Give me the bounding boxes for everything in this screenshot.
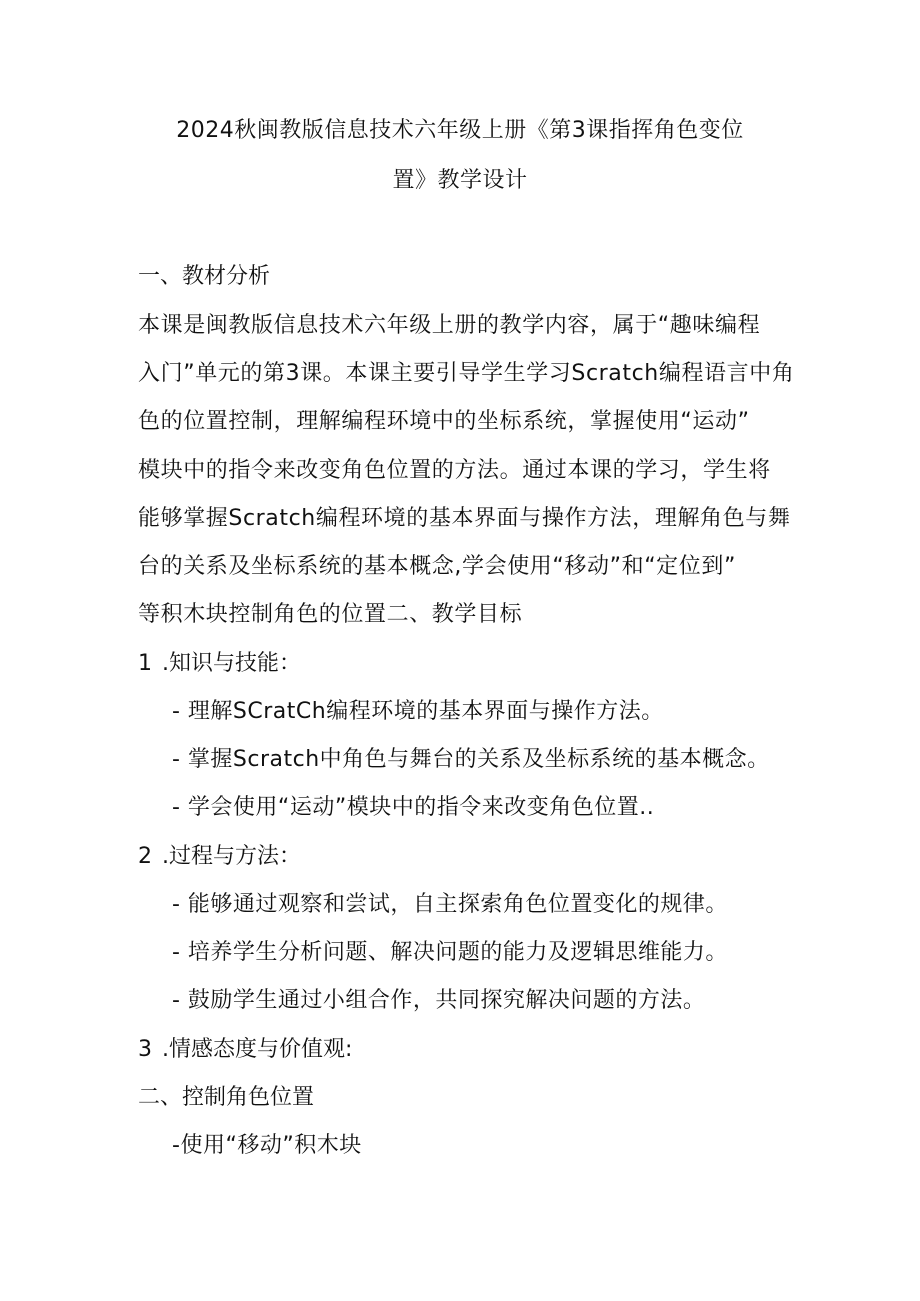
paragraph-line: 入门”单元的第3课。本课主要引导学生学习Scratch编程语言中角 xyxy=(138,361,795,386)
objective-bullet: - 培养学生分析问题、解决问题的能力及逻辑思维能力。 xyxy=(172,940,728,965)
objective-bullet: - 学会使用“运动”模块中的指令来改变角色位置.. xyxy=(172,795,655,820)
objective-number: 3 xyxy=(138,1037,152,1062)
objective-number: 2 xyxy=(138,844,152,869)
paragraph-line: 台的关系及坐标系统的基本概念,学会使用“移动”和“定位到” xyxy=(138,554,736,579)
objective-bullet: - 理解SCratCh编程环境的基本界面与操作方法。 xyxy=(172,699,664,724)
document-title-line-1: 2024秋闽教版信息技术六年级上册《第3课指挥角色变位 xyxy=(176,118,744,143)
objective-item-process xyxy=(138,842,301,872)
section-heading-control-position: 二、控制角色位置 xyxy=(138,1085,315,1110)
section-heading-textbook-analysis: 一、教材分析 xyxy=(138,264,271,289)
objective-label: .情感态度与价值观: xyxy=(162,1037,353,1062)
objective-item-attitude xyxy=(138,1035,352,1065)
objective-number: 1 xyxy=(138,651,152,676)
paragraph-line: 模块中的指令来改变角色位置的方法。通过本课的学习，学生将 xyxy=(138,458,771,483)
objective-bullet: - 能够通过观察和尝试，自主探索角色位置变化的规律。 xyxy=(172,892,728,917)
objective-bullet: - 鼓励学生通过小组合作，共同探究解决问题的方法。 xyxy=(172,988,706,1013)
paragraph-line: 本课是闽教版信息技术六年级上册的教学内容，属于“趣味编程 xyxy=(138,313,761,338)
objective-label: .知识与技能： xyxy=(162,651,301,676)
objective-item-knowledge xyxy=(138,649,301,679)
paragraph-line: 色的位置控制，理解编程环境中的坐标系统，掌握使用“运动” xyxy=(138,409,750,434)
section-bullet: -使用“移动”积木块 xyxy=(172,1133,362,1158)
objective-bullet: - 掌握Scratch中角色与舞台的关系及坐标系统的基本概念。 xyxy=(172,747,770,772)
paragraph-line: 能够掌握Scratch编程环境的基本界面与操作方法，理解角色与舞 xyxy=(138,506,791,531)
paragraph-line: 等积木块控制角色的位置二、教学目标 xyxy=(138,602,523,627)
objective-label: .过程与方法： xyxy=(162,844,301,869)
document-title-line-2: 置》教学设计 xyxy=(392,168,528,193)
